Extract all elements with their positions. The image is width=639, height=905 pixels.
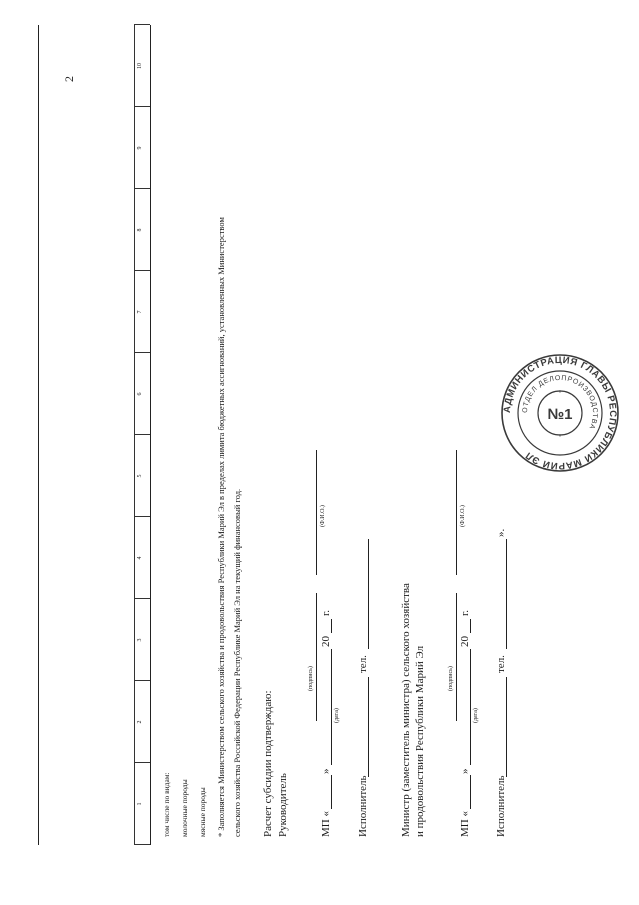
- signature-hint: (подпись): [308, 666, 314, 691]
- table-column-number: 3: [137, 638, 143, 642]
- phone-line: [368, 539, 369, 649]
- month-line: [470, 649, 471, 765]
- name-line: [316, 450, 317, 575]
- table-column-divider: [134, 598, 150, 599]
- table-column-number: 9: [137, 146, 143, 150]
- svg-text:*: *: [558, 434, 562, 441]
- stamp-number: №1: [547, 406, 573, 423]
- table-column-divider: [134, 352, 150, 353]
- table-column-number: 2: [137, 720, 143, 724]
- official-stamp-icon: [500, 353, 620, 473]
- day-line: [470, 775, 471, 809]
- year-suffix: г.: [459, 609, 471, 616]
- phone-label: тел.: [357, 655, 369, 673]
- table-header-line: [134, 25, 135, 845]
- year-prefix: 20: [459, 636, 471, 647]
- table-bottom-border: [150, 25, 151, 845]
- table-column-divider: [134, 270, 150, 271]
- year-prefix: 20: [320, 636, 332, 647]
- footnote-line: * Заполняется Министерством сельского хозяйства и продовольствия Республики Марий Эл в пределах лимита бюджетных ассигнований, установленных Министерством: [216, 217, 226, 837]
- table-row-label: молочные породы: [180, 779, 189, 837]
- executor-label: Исполнитель: [495, 775, 507, 837]
- director-label: Руководитель: [277, 773, 289, 837]
- table-row-label: мясные породы: [198, 787, 207, 837]
- month-line: [331, 649, 332, 765]
- year-line: [470, 619, 471, 633]
- phone-label: тел.: [495, 655, 507, 673]
- executor-line: [368, 677, 369, 777]
- signature-hint: (подпись): [448, 666, 454, 691]
- confirm-heading: Расчет субсидии подтверждаю:: [262, 690, 274, 837]
- table-row-label: том числе по видам:: [162, 772, 171, 837]
- signature-line: [316, 593, 317, 721]
- table-column-number: 1: [137, 802, 143, 806]
- table-column-number: 5: [137, 474, 143, 478]
- executor-line: [506, 677, 507, 777]
- table-column-divider: [134, 24, 150, 25]
- table-column-number: 4: [137, 556, 143, 560]
- name-line: [456, 450, 457, 575]
- table-column-divider: [134, 434, 150, 435]
- page-number: 2: [62, 76, 76, 82]
- table-column-number: 10: [137, 63, 143, 69]
- table-column-number: 7: [137, 310, 143, 314]
- executor-label: Исполнитель: [357, 775, 369, 837]
- phone-line: [506, 539, 507, 649]
- footnote-line: сельского хозяйства Российской Федерации Республике Марий Эл на текущий финансовый год.: [232, 488, 242, 837]
- day-line: [331, 775, 332, 809]
- mp-label: МП «: [459, 811, 471, 837]
- minister-heading-2: и продовольствия Республики Марий Эл: [414, 645, 426, 837]
- name-hint: (Ф.И.О.): [320, 505, 326, 527]
- date-hint: (дата): [334, 708, 340, 723]
- quote-close: »: [459, 768, 471, 774]
- table-column-number: 8: [137, 228, 143, 232]
- table-column-divider: [134, 680, 150, 681]
- table-column-divider: [134, 844, 150, 845]
- quote-close: »: [320, 768, 332, 774]
- table-column-number: 6: [137, 392, 143, 396]
- closing-quote: ».: [495, 528, 507, 537]
- table-column-divider: [134, 188, 150, 189]
- date-hint: (дата): [473, 708, 479, 723]
- minister-heading: Министр (заместитель министра) сельского хозяйства: [400, 583, 412, 837]
- table-column-divider: [134, 762, 150, 763]
- table-column-divider: [134, 106, 150, 107]
- name-hint: (Ф.И.О.): [460, 505, 466, 527]
- mp-label: МП «: [320, 811, 332, 837]
- stamp-outer-text: АДМИНИСТРАЦИЯ ГЛАВЫ РЕСПУБЛИКИ МАРИЙ ЭЛ: [501, 354, 619, 472]
- stamp-inner-text: ОТДЕЛ ДЕЛОПРОИЗВОДСТВА: [521, 374, 599, 431]
- table-top-border: [38, 25, 39, 845]
- table-column-divider: [134, 516, 150, 517]
- year-line: [331, 619, 332, 633]
- signature-line: [456, 593, 457, 721]
- svg-text:*: *: [558, 390, 562, 397]
- year-suffix: г.: [320, 609, 332, 616]
